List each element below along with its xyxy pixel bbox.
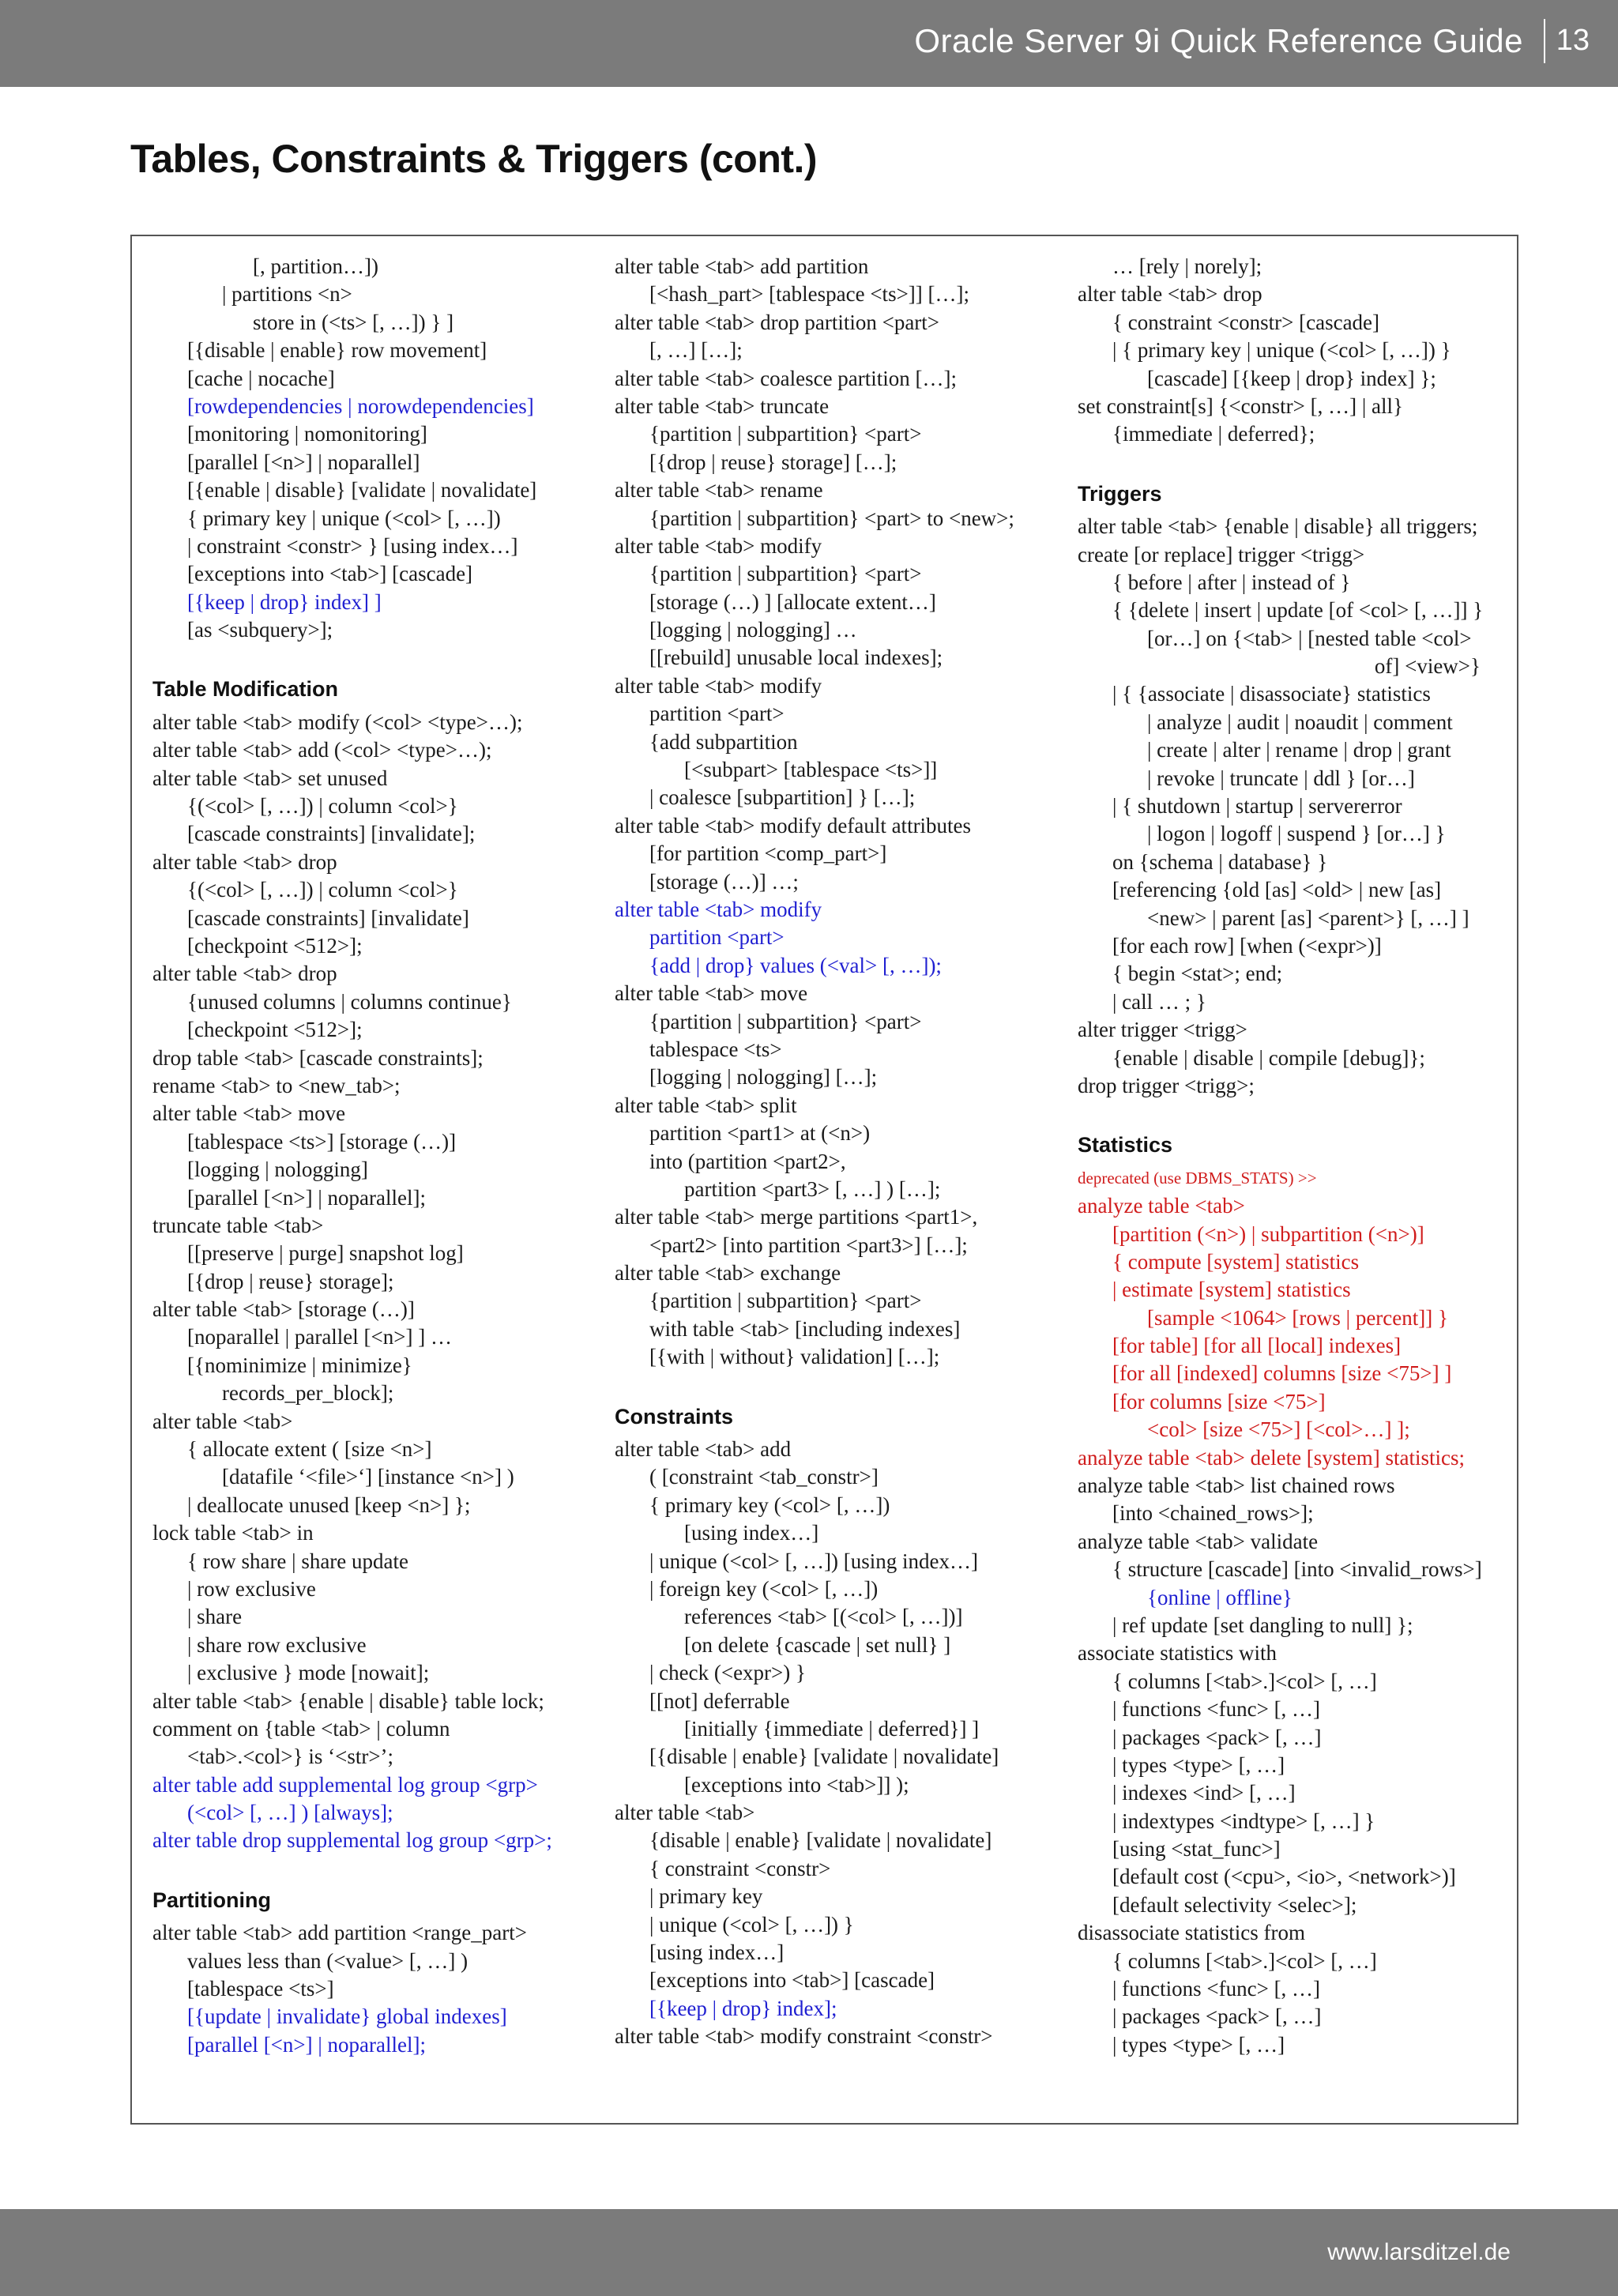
syntax-line: | functions <func> [, …] [1112, 1977, 1321, 2001]
syntax-line: [for columns [size <75>] [1112, 1389, 1326, 1413]
syntax-line: [or…] on {<tab> | [nested table <col> [1147, 626, 1472, 650]
syntax-line: [sample <1064> [rows | percent]] } [1147, 1305, 1448, 1330]
syntax-line: truncate table <tab> [152, 1213, 324, 1237]
syntax-line: [parallel [<n>] | noparallel]; [187, 2032, 426, 2057]
syntax-line: | primary key [649, 1884, 763, 1909]
syntax-line: on {schema | database} } [1112, 849, 1328, 874]
syntax-line: create [or replace] trigger <trigg> [1078, 542, 1365, 566]
syntax-line: <tab>.<col>} is ‘<str>’; [187, 1745, 394, 1769]
syntax-line: [tablespace <ts>] [storage (…)] [187, 1129, 457, 1154]
syntax-line: references <tab> [(<col> [, …])] [684, 1605, 963, 1629]
syntax-line: alter table <tab> {enable | disable} all triggers; [1078, 514, 1478, 539]
syntax-line: { {delete | insert | update [of <col> [, …]] } [1112, 598, 1484, 623]
syntax-line: [cascade constraints] [invalidate]; [187, 822, 476, 846]
syntax-line: [storage (…) ] [allocate extent…] [649, 589, 936, 614]
syntax-line: alter table <tab> move [152, 1101, 346, 1126]
section-heading: Constraints [615, 1404, 734, 1428]
syntax-line: | { primary key | unique (<col> [, …]) } [1112, 338, 1451, 363]
syntax-line: | constraint <constr> } [using index…] [187, 533, 518, 558]
syntax-line: alter table <tab> set unused [152, 766, 388, 790]
syntax-line: rename <tab> to <new_tab>; [152, 1073, 401, 1097]
syntax-line: {disable | enable} [validate | novalidate] [649, 1828, 992, 1853]
syntax-line: {immediate | deferred}; [1112, 422, 1315, 446]
syntax-line: [monitoring | nomonitoring] [187, 422, 427, 446]
syntax-line: | functions <func> [, …] [1112, 1697, 1321, 1722]
syntax-line: [default cost (<cpu>, <io>, <network>)] [1112, 1865, 1456, 1889]
syntax-line: alter table drop supplemental log group <grp>; [152, 1828, 552, 1853]
syntax-line: | foreign key (<col> [, …]) [649, 1576, 879, 1601]
page-heading: Tables, Constraints & Triggers (cont.) [130, 137, 818, 181]
syntax-line: [using <stat_func>] [1112, 1837, 1281, 1861]
syntax-line: | packages <pack> [, …] [1112, 1725, 1322, 1749]
syntax-line: | { shutdown | startup | servererror [1112, 794, 1402, 819]
syntax-line: [parallel [<n>] | noparallel] [187, 450, 420, 474]
syntax-line: { structure [cascade] [into <invalid_rows>] [1112, 1557, 1482, 1582]
syntax-line: <col> [size <75>] [<col>…] ]; [1147, 1417, 1410, 1442]
syntax-line: drop trigger <trigg>; [1078, 1073, 1255, 1097]
syntax-line: {partition | subpartition} <part> [649, 1289, 922, 1313]
syntax-line: comment on {table <tab> | column [152, 1716, 450, 1741]
syntax-line: { constraint <constr> [cascade] [1112, 310, 1380, 334]
syntax-line: | row exclusive [187, 1576, 316, 1601]
syntax-line: [{enable | disable} [validate | novalidate] [187, 478, 537, 502]
syntax-line: [{drop | reuse} storage]; [187, 1269, 394, 1293]
syntax-line: {online | offline} [1147, 1585, 1293, 1609]
syntax-line: [{keep | drop} index]; [649, 1996, 837, 2020]
syntax-line: ( [constraint <tab_constr>] [649, 1465, 879, 1489]
syntax-line: [logging | nologging] […]; [649, 1065, 878, 1090]
section-heading: Triggers [1078, 481, 1162, 506]
syntax-line: | packages <pack> [, …] [1112, 2004, 1322, 2029]
syntax-line: | exclusive } mode [nowait]; [187, 1661, 430, 1685]
column-right [1078, 253, 1483, 2059]
syntax-line: [cascade constraints] [invalidate] [187, 905, 469, 930]
syntax-line: [{keep | drop} index] ] [187, 589, 382, 614]
syntax-line: [partition (<n>) | subpartition (<n>)] [1112, 1221, 1424, 1246]
syntax-line: <part2> [into partition <part3>] […]; [649, 1233, 968, 1257]
syntax-line: { columns [<tab>.]<col> [, …] [1112, 1948, 1377, 1973]
syntax-line: [using index…] [684, 1521, 819, 1545]
page-number: 13 [1556, 24, 1590, 57]
syntax-line: alter table <tab> drop [152, 962, 337, 986]
header-bar [0, 0, 1618, 87]
syntax-line: [logging | nologging] … [649, 618, 857, 642]
syntax-line: [logging | nologging] [187, 1157, 368, 1182]
syntax-line: | call … ; } [1112, 989, 1206, 1014]
syntax-line: alter table <tab> add (<col> <type>…); [152, 738, 492, 762]
syntax-line: alter table <tab> modify [615, 533, 822, 558]
syntax-line: | partitions <n> [222, 282, 352, 307]
syntax-line: | share row exclusive [187, 1632, 367, 1657]
syntax-line: [default selectivity <selec>]; [1112, 1892, 1357, 1917]
footer-url: www.larsditzel.de [1327, 2239, 1511, 2265]
syntax-line: [initially {immediate | deferred}] ] [684, 1716, 980, 1741]
syntax-line: set constraint[s] {<constr> [, …] | all} [1078, 393, 1403, 418]
syntax-line: into (partition <part2>, [649, 1149, 846, 1173]
syntax-line: {(<col> [, …]) | column <col>} [187, 878, 458, 902]
syntax-line: [{disable | enable} [validate | novalidate] [649, 1745, 999, 1769]
section-heading: Statistics [1078, 1133, 1173, 1157]
syntax-line: | { {associate | disassociate} statistics [1112, 682, 1431, 706]
syntax-line: alter table <tab> coalesce partition […]; [615, 366, 958, 390]
syntax-line: alter table <tab> add partition [615, 254, 869, 278]
syntax-line: alter table <tab> modify [615, 673, 822, 698]
syntax-line: alter table <tab> split [615, 1093, 797, 1117]
syntax-line: [exceptions into <tab>] [cascade] [649, 1968, 935, 1993]
column-left [152, 253, 552, 2059]
syntax-line: alter table <tab> add [615, 1437, 792, 1462]
syntax-line: [{drop | reuse} storage] […]; [649, 450, 897, 474]
syntax-line: | indextypes <indtype> [, …] } [1112, 1809, 1375, 1833]
syntax-line: | types <type> [, …] [1112, 2032, 1285, 2057]
syntax-line: partition <part3> [, …] ) […]; [684, 1176, 941, 1201]
syntax-line: [{disable | enable} row movement] [187, 338, 487, 363]
syntax-line: [[rebuild] unusable local indexes]; [649, 646, 943, 670]
syntax-line: [referencing {old [as] <old> | new [as] [1112, 878, 1442, 902]
syntax-line: alter table <tab> drop [152, 849, 337, 874]
syntax-line: alter trigger <trigg> [1078, 1018, 1247, 1042]
syntax-line: { compute [system] statistics [1112, 1249, 1360, 1274]
syntax-line: {partition | subpartition} <part> to <new>; [649, 506, 1014, 530]
syntax-line: alter table <tab> truncate [615, 393, 830, 418]
syntax-line: { columns [<tab>.]<col> [, …] [1112, 1669, 1377, 1693]
syntax-line: { begin <stat>; end; [1112, 962, 1283, 986]
syntax-line: drop table <tab> [cascade constraints]; [152, 1045, 484, 1070]
syntax-line: tablespace <ts> [649, 1037, 782, 1061]
syntax-line: <new> | parent [as] <parent>} [, …] ] [1147, 905, 1469, 930]
syntax-line: { allocate extent ( [size <n>] [187, 1437, 432, 1462]
guide-title: Oracle Server 9i Quick Reference Guide [914, 22, 1523, 59]
syntax-line: with table <tab> [including indexes] [649, 1316, 961, 1341]
syntax-line: analyze table <tab> list chained rows [1078, 1474, 1395, 1498]
syntax-line: records_per_block]; [222, 1381, 394, 1406]
syntax-line: | deallocate unused [keep <n>] }; [187, 1492, 471, 1517]
syntax-line: alter table <tab> modify [615, 897, 822, 921]
syntax-line: [{with | without} validation] […]; [649, 1345, 940, 1369]
syntax-line: alter table <tab> exchange [615, 1261, 841, 1285]
syntax-line: alter table <tab> [152, 1409, 293, 1433]
syntax-line: disassociate statistics from [1078, 1921, 1305, 1945]
syntax-line: [<subpart> [tablespace <ts>]] [684, 758, 938, 782]
syntax-line: alter table <tab> rename [615, 478, 823, 502]
syntax-line: [exceptions into <tab>]] ); [684, 1772, 909, 1797]
syntax-line: {enable | disable | compile [debug]}; [1112, 1045, 1425, 1070]
syntax-line: analyze table <tab> delete [system] statistics; [1078, 1445, 1466, 1470]
syntax-line: lock table <tab> in [152, 1521, 314, 1545]
syntax-line: alter table <tab> move [615, 981, 808, 1006]
syntax-line: [rowdependencies | norowdependencies] [187, 393, 534, 418]
syntax-line: store in (<ts> [, …]) } ] [253, 310, 454, 334]
syntax-line: | create | alter | rename | drop | grant [1147, 738, 1451, 762]
syntax-line: {(<col> [, …]) | column <col>} [187, 794, 458, 819]
syntax-line: | types <type> [, …] [1112, 1752, 1285, 1777]
syntax-line: partition <part> [649, 702, 785, 726]
syntax-line: {partition | subpartition} <part> [649, 1009, 922, 1033]
syntax-line: [noparallel | parallel [<n>] ] … [187, 1325, 452, 1349]
section-heading: Table Modification [152, 677, 338, 702]
syntax-line: {partition | subpartition} <part> [649, 422, 922, 446]
syntax-line: [cascade] [{keep | drop} index] }; [1147, 366, 1436, 390]
syntax-line: alter table <tab> [storage (…)] [152, 1297, 415, 1322]
syntax-line: { row share | share update [187, 1549, 409, 1573]
syntax-line: [datafile ‘<file>‘] [instance <n>] ) [222, 1465, 514, 1489]
syntax-line: { before | after | instead of } [1112, 570, 1351, 594]
syntax-line: [for table] [for all [local] indexes] [1112, 1334, 1402, 1358]
syntax-line: alter table <tab> merge partitions <part1>, [615, 1205, 978, 1229]
syntax-line: { constraint <constr> [649, 1856, 831, 1880]
syntax-line: {unused columns | columns continue} [187, 989, 512, 1014]
syntax-line: [, partition…]) [253, 254, 378, 278]
header-divider [1544, 19, 1545, 63]
syntax-line: alter table <tab> modify (<col> <type>…); [152, 710, 523, 734]
syntax-line: { primary key (<col> [, …]) [649, 1492, 890, 1517]
syntax-line: [tablespace <ts>] [187, 1977, 334, 2001]
syntax-line: [storage (…)] …; [649, 869, 799, 894]
syntax-line: alter table <tab> modify constraint <constr> [615, 2024, 993, 2049]
syntax-line: | indexes <ind> [, …] [1112, 1781, 1296, 1805]
syntax-line: {add | drop} values (<val> [, …]); [649, 953, 942, 977]
syntax-line: alter table <tab> modify default attributes [615, 813, 972, 837]
syntax-line: [[preserve | purge] snapshot log] [187, 1241, 464, 1266]
syntax-line: [into <chained_rows>]; [1112, 1501, 1314, 1526]
syntax-line: { primary key | unique (<col> [, …]) [187, 506, 501, 530]
syntax-line: [using index…] [649, 1940, 785, 1965]
syntax-line: | share [187, 1605, 243, 1629]
syntax-line: alter table <tab> drop [1078, 282, 1262, 307]
syntax-line: of] <view>} [1374, 654, 1481, 679]
syntax-line: | logon | logoff | suspend } [or…] } [1147, 822, 1446, 846]
syntax-line: associate statistics with [1078, 1641, 1277, 1666]
syntax-line: {add subpartition [649, 729, 798, 754]
syntax-line: partition <part1> at (<n>) [649, 1121, 871, 1146]
syntax-line: deprecated (use DBMS_STATS) >> [1078, 1168, 1317, 1188]
syntax-line: | unique (<col> [, …]) } [649, 1912, 854, 1937]
syntax-line: [checkpoint <512>]; [187, 933, 363, 958]
column-middle [615, 253, 1014, 2051]
syntax-line: [on delete {cascade | set null} ] [684, 1632, 951, 1657]
syntax-line: [parallel [<n>] | noparallel]; [187, 1185, 426, 1210]
syntax-line: partition <part> [649, 925, 785, 950]
syntax-line: [exceptions into <tab>] [cascade] [187, 562, 473, 586]
syntax-line: [cache | nocache] [187, 366, 335, 390]
syntax-line: values less than (<value> [, …] ) [187, 1948, 468, 1973]
syntax-line: | ref update [set dangling to null] }; [1112, 1613, 1413, 1637]
syntax-line: analyze table <tab> [1078, 1194, 1245, 1218]
section-heading: Partitioning [152, 1888, 271, 1912]
syntax-line: [<hash_part> [tablespace <ts>]] […]; [649, 282, 970, 307]
syntax-line: (<col> [, …] ) [always]; [187, 1801, 393, 1825]
syntax-line: alter table add supplemental log group <grp> [152, 1772, 538, 1797]
syntax-line: … [rely | norely]; [1112, 254, 1262, 278]
syntax-line: | estimate [system] statistics [1112, 1278, 1351, 1302]
syntax-line: alter table <tab> add partition <range_part> [152, 1921, 527, 1945]
syntax-line: | analyze | audit | noaudit | comment [1147, 710, 1453, 734]
footer-bar [0, 2209, 1618, 2296]
syntax-line: {partition | subpartition} <part> [649, 562, 922, 586]
syntax-line: | check (<expr>) } [649, 1661, 806, 1685]
syntax-line: alter table <tab> [615, 1801, 755, 1825]
syntax-line: | revoke | truncate | ddl } [or…] [1147, 766, 1415, 790]
syntax-line: [{update | invalidate} global indexes] [187, 2004, 507, 2029]
syntax-line: [for partition <comp_part>] [649, 841, 887, 866]
syntax-line: | unique (<col> [, …]) [using index…] [649, 1549, 979, 1573]
syntax-line: [, …] […]; [649, 338, 743, 363]
syntax-line: analyze table <tab> validate [1078, 1529, 1319, 1553]
syntax-line: [{nominimize | minimize} [187, 1353, 412, 1377]
syntax-line: [for each row] [when (<expr>)] [1112, 933, 1382, 958]
syntax-line: [checkpoint <512>]; [187, 1018, 363, 1042]
syntax-line: [for all [indexed] columns [size <75>] ] [1112, 1361, 1452, 1386]
syntax-line: alter table <tab> {enable | disable} table lock; [152, 1688, 544, 1713]
syntax-line: | coalesce [subpartition] } […]; [649, 785, 916, 810]
syntax-line: [[not] deferrable [649, 1688, 790, 1713]
syntax-line: alter table <tab> drop partition <part> [615, 310, 940, 334]
syntax-line: [as <subquery>]; [187, 618, 333, 642]
